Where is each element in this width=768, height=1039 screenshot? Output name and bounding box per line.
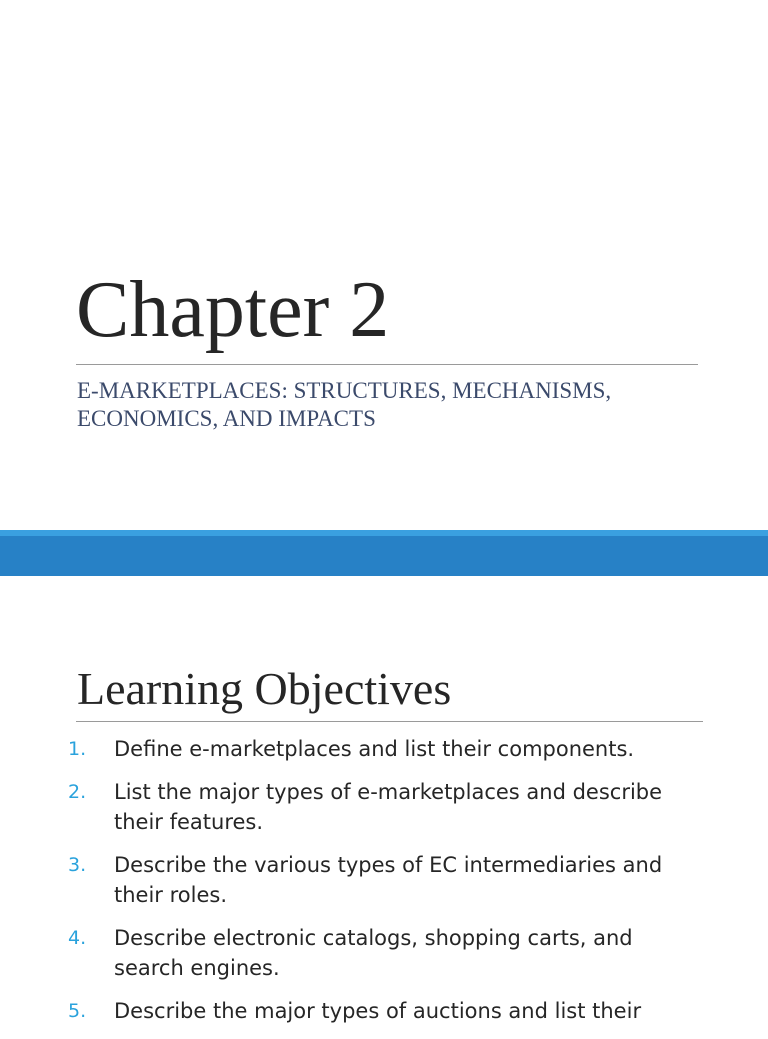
objective-number: 2. [68, 781, 87, 803]
slide-separator-band [0, 536, 768, 576]
objective-number: 1. [68, 738, 87, 760]
objectives-divider [76, 721, 703, 722]
objective-text: Describe electronic catalogs, shopping carts, and search engines. [114, 926, 633, 980]
objective-text: Define e-marketplaces and list their components. [114, 737, 635, 761]
objective-number: 5. [68, 1000, 87, 1022]
objective-text: Describe the various types of EC intermediaries and their roles. [114, 853, 663, 907]
objective-number: 4. [68, 927, 87, 949]
objective-item [68, 734, 708, 764]
objective-item [68, 850, 708, 910]
objectives-title: Learning Objectives [77, 663, 452, 714]
objectives-slide [0, 576, 768, 1024]
chapter-title: Chapter 2 [76, 266, 390, 354]
objective-text: List the major types of e-marketplaces and describe their features. [114, 780, 663, 834]
chapter-subtitle: E-MARKETPLACES: STRUCTURES, MECHANISMS, ECONOMICS, AND IMPACTS [77, 378, 612, 431]
objectives-list [68, 734, 708, 1039]
objective-item [68, 777, 708, 837]
objective-text: Describe the major types of auctions and list their [114, 999, 642, 1023]
title-divider [76, 364, 698, 365]
objective-item [68, 923, 708, 983]
objective-item [68, 996, 708, 1026]
objective-number: 3. [68, 854, 87, 876]
